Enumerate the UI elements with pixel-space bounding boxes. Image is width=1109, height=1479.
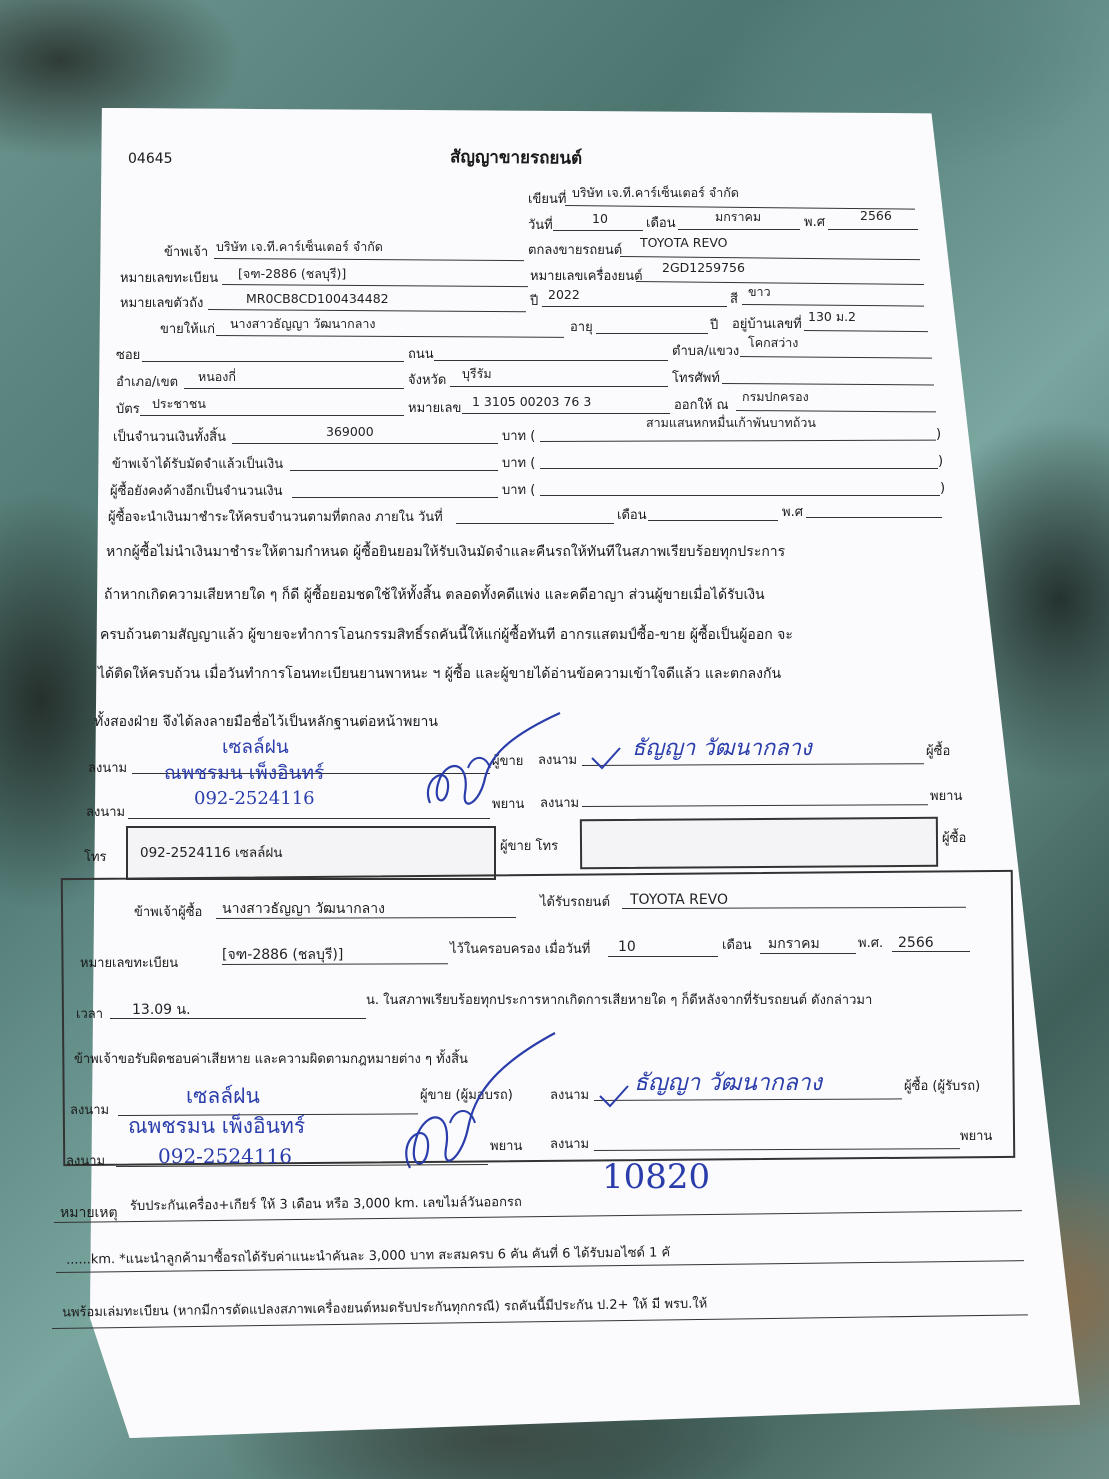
rule — [142, 361, 404, 362]
deposit-label: ข้าพเจ้าได้รับมัดจำแล้วเป็นเงิน — [112, 457, 284, 472]
receipt-month: มกราคม — [768, 936, 820, 952]
receipt-stamp-nickname: เซลล์ฝน — [186, 1084, 260, 1108]
age-label: อายุ — [570, 320, 593, 335]
rule — [450, 386, 668, 387]
baht-label-3: บาท ( — [502, 483, 536, 498]
receipt-seller-role: ผู้ขาย (ผู้มอบรถ) — [420, 1088, 513, 1103]
sign-label: ลงนาม — [66, 1154, 106, 1169]
sign-label: ลงนาม — [550, 1137, 590, 1152]
engine-number: 2GD1259756 — [662, 260, 745, 275]
receipt-seller-signature-scribble — [380, 1028, 560, 1178]
receipt-stamp-phone: 092-2524116 — [158, 1144, 293, 1168]
received-label: ได้รับรถยนต์ — [540, 895, 611, 910]
seller-role: ผู้ขาย — [492, 754, 524, 769]
rule — [760, 953, 856, 954]
rule — [434, 360, 668, 361]
rule — [128, 818, 490, 819]
issued-label: ออกให้ ณ — [674, 398, 729, 413]
card-type: ประชาชน — [152, 396, 206, 411]
rule — [462, 413, 670, 414]
rule — [828, 229, 918, 230]
engine-label: หมายเลขเครื่องยนต์ — [530, 269, 643, 284]
rule — [540, 495, 940, 496]
bracket-close-3: ) — [940, 481, 946, 496]
terms-line: ได้ติดให้ครบถ้วน เมื่อวันทำการโอนทะเบียนยานพาหนะ ฯ ผู้ซื้อ และผู้ขายได้อ่านข้อความเข้าใจดีแล้ว และตกลงกัน — [98, 666, 782, 682]
car-year: 2022 — [548, 287, 580, 302]
rule — [553, 230, 643, 231]
notes-line: นพร้อมเล่มทะเบียน (หากมีการดัดแปลงสภาพเครื่องยนต์หมดรับประกันทุกกรณี) รถคันนี้มีประกัน ป.2+ ให้ มี พรบ.ให้ — [61, 1296, 708, 1321]
receipt-stamp-name: ณพชรมน เพ็งอินทร์ — [128, 1114, 306, 1138]
sign-label: ลงนาม — [538, 753, 578, 768]
check-mark — [596, 1082, 636, 1112]
province-label: จังหวัด — [408, 373, 447, 388]
rule — [806, 517, 942, 518]
reg-number: [จฑ-2886 (ชลบุรี)] — [238, 266, 347, 281]
chassis-number: MR0CB8CD100434482 — [246, 291, 389, 306]
amphoe-label: อำเภอ/เขต — [116, 375, 179, 390]
sell-to-label: ขายให้แก่ — [160, 322, 215, 337]
terms-line: ถ้าหากเกิดความเสียหายใด ๆ ก็ดี ผู้ซื้อยอมชดใช้ให้ทั้งสิ้น ตลอดทั้งคดีแพ่ง และคดีอาญา ส่วนผู้ขายเมื่อได้รับเงิน — [104, 587, 765, 603]
buyer-signature: ธัญญา วัฒนากลาง — [632, 736, 812, 761]
buyer-phone-role: ผู้ซื้อ — [942, 831, 967, 846]
amphoe-value: หนองกี่ — [198, 369, 236, 384]
seller-label: ข้าพเจ้า — [164, 245, 209, 260]
year-label: พ.ศ — [804, 215, 825, 230]
due-month-label: เดือน — [617, 508, 647, 523]
received-car: TOYOTA REVO — [630, 892, 729, 908]
phone-label: โทรศัพท์ — [672, 371, 720, 386]
notes-line: ......km. *แนะนำลูกค้ามาซื้อรถได้รับค่าแนะนำคันละ 3,000 บาท สะสมครบ 6 คัน คันที่ 6 ได้รับมอไซด์ 1 คั — [65, 1245, 671, 1268]
sign-label: ลงนาม — [70, 1103, 110, 1118]
witness-role: พยาน — [492, 797, 525, 812]
check-mark — [588, 744, 628, 774]
day-value: 10 — [592, 211, 608, 226]
rule — [184, 388, 404, 389]
buyer-name: นางสาวธัญญา วัฒนากลาง — [230, 316, 376, 331]
due-label: ผู้ซื้อจะนำเงินมาชำระให้ครบจำนวนตามที่ตกลง ภายใน วันที่ — [108, 510, 443, 525]
condition-text: น. ในสภาพเรียบร้อยทุกประการหากเกิดการเสียหายใด ๆ ก็ดีหลังจากที่รับรถยนต์ ดังกล่าวมา — [366, 993, 873, 1008]
receipt-buyer-label: ข้าพเจ้าผู้ซื้อ — [134, 905, 203, 920]
baht-label: บาท ( — [502, 429, 536, 444]
liability-text: ข้าพเจ้าขอรับผิดชอบค่าเสียหาย และความผิดตามกฎหมายต่าง ๆ ทั้งสิ้น — [74, 1052, 468, 1067]
reg-label: หมายเลขทะเบียน — [120, 271, 219, 286]
time-label: เวลา — [76, 1007, 104, 1022]
rule — [608, 956, 718, 957]
receipt-month-label: เดือน — [722, 938, 752, 953]
rule — [456, 523, 614, 524]
terms-line: ทั้งสองฝ่าย จึงได้ลงลายมือชื่อไว้เป็นหลักฐานต่อหน้าพยาน — [94, 714, 438, 730]
road-label: ถนน — [408, 347, 434, 362]
rule — [290, 470, 498, 471]
possess-label: ไว้ในครอบครอง เมื่อวันที่ — [450, 942, 591, 957]
notes-label: หมายเหตุ — [60, 1205, 118, 1221]
car-year-label: ปี — [530, 294, 539, 309]
sign-label: ลงนาม — [540, 796, 580, 811]
agree-label: ตกลงขายรถยนต์ — [528, 243, 623, 258]
receipt-time: 13.09 น. — [132, 1002, 191, 1018]
buyer-phone-box — [580, 817, 938, 869]
rule — [232, 443, 498, 444]
rule — [892, 951, 970, 952]
rule — [140, 415, 404, 416]
total-label: เป็นจำนวนเงินทั้งสิ้น — [113, 430, 226, 445]
rule — [542, 306, 727, 307]
due-year-label: พ.ศ — [782, 505, 803, 520]
seller-phone-value: 092-2524116 เซลล์ฝน — [140, 845, 283, 861]
sign-label: ลงนาม — [88, 761, 128, 776]
owing-label: ผู้ซื้อยังคงค้างอีกเป็นจำนวนเงิน — [110, 484, 283, 499]
document-title: สัญญาขายรถยนต์ — [449, 147, 583, 169]
salesperson-stamp-name: ณพชรมน เพ็งอินทร์ — [164, 762, 325, 784]
receipt-buyer-name: นางสาวธัญญา วัฒนากลาง — [222, 901, 385, 917]
receipt-day: 10 — [618, 939, 636, 955]
bracket-close-2: ) — [938, 454, 944, 469]
house-number: 130 ม.2 — [808, 309, 856, 324]
baht-label-2: บาท ( — [502, 456, 536, 471]
seller-name: บริษัท เจ.ที.คาร์เซ็นเตอร์ จำกัด — [216, 239, 383, 254]
document-number: 04645 — [128, 151, 173, 167]
receipt-witness-role: พยาน — [960, 1129, 993, 1144]
sign-label: ลงนาม — [550, 1088, 590, 1103]
mileage-handwritten: 10820 — [602, 1157, 711, 1197]
notes-line: รับประกันเครื่อง+เกียร์ ให้ 3 เดือน หรือ 3,000 km. เลขไมล์วันออกรถ — [129, 1194, 522, 1215]
sign-label: ลงนาม — [86, 805, 126, 820]
receipt-buyer-signature: ธัญญา วัฒนากลาง — [634, 1070, 822, 1096]
receipt-reg-label: หมายเลขทะเบียน — [80, 956, 179, 971]
rule — [596, 333, 708, 334]
rule — [678, 229, 800, 230]
car-brand: TOYOTA REVO — [640, 235, 728, 250]
color-label: สี — [730, 292, 738, 307]
witness-role: พยาน — [930, 789, 963, 804]
tambon-label: ตำบล/แขวง — [672, 344, 740, 359]
rule — [110, 1018, 366, 1019]
receipt-buyer-role: ผู้ซื้อ (ผู้รับรถ) — [904, 1079, 981, 1094]
receipt-reg-number: [จฑ-2886 (ชลบุรี)] — [222, 947, 344, 963]
terms-line: หากผู้ซื้อไม่นำเงินมาชำระให้ตามกำหนด ผู้ซื้อยินยอมให้รับเงินมัดจำและคืนรถให้ทันทีในสภาพเรียบร้อยทุกประการ — [106, 544, 786, 560]
receipt-year: 2566 — [898, 935, 934, 951]
issued-by: กรมปกครอง — [742, 389, 809, 404]
month-label: เดือน — [646, 216, 676, 231]
receipt-year-label: พ.ศ. — [858, 936, 884, 951]
rule — [540, 468, 938, 469]
rule — [292, 497, 498, 498]
bracket-close: ) — [936, 427, 942, 442]
written-at-label: เขียนที่ — [528, 192, 567, 207]
receipt-witness-role: พยาน — [490, 1139, 523, 1154]
date-label: วันที่ — [528, 218, 553, 233]
soi-label: ซอย — [116, 348, 141, 363]
year-value: 2566 — [860, 208, 892, 223]
month-value: มกราคม — [715, 209, 762, 224]
house-label: อยู่บ้านเลขที่ — [732, 317, 802, 332]
card-label: บัตร — [116, 402, 140, 417]
card-number: 1 3105 00203 76 3 — [472, 394, 592, 409]
salesperson-stamp-phone: 092-2524116 — [194, 788, 315, 809]
chassis-label: หมายเลขตัวถัง — [120, 296, 204, 311]
total-words: สามแสนหกหมื่นเก้าพันบาทถ้วน — [646, 415, 816, 430]
seller-phone-role: ผู้ขาย โทร — [500, 839, 559, 854]
written-at-value: บริษัท เจ.ที.คาร์เซ็นเตอร์ จำกัด — [572, 185, 739, 200]
rule — [648, 520, 778, 521]
terms-line: ครบถ้วนตามสัญญาแล้ว ผู้ขายจะทำการโอนกรรมสิทธิ์รถคันนี้ให้แก่ผู้ซื้อทันที อากรแสตมป์ซื้อ-ขาย ผู้ซื้อเป็นผู้ออก จะ — [100, 627, 793, 643]
age-unit: ปี — [710, 318, 719, 333]
buyer-role: ผู้ซื้อ — [926, 744, 951, 759]
phone-label: โทร — [84, 850, 107, 865]
car-color: ขาว — [748, 284, 771, 299]
salesperson-stamp-nickname: เซลล์ฝน — [222, 736, 289, 758]
card-number-label: หมายเลข — [408, 401, 462, 416]
total-amount: 369000 — [326, 424, 374, 439]
tambon-value: โคกสว่าง — [748, 335, 799, 350]
province-value: บุรีรัม — [462, 366, 492, 381]
